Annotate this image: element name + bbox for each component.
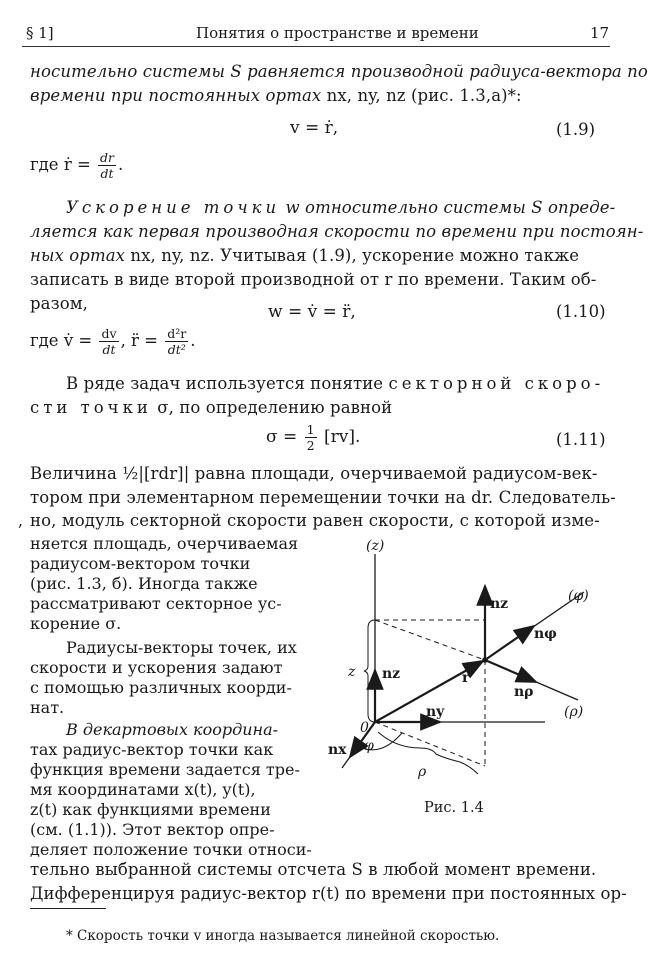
definition-r-dot [30,150,123,181]
text-line: (рис. 1.3, б). Иногда также [30,574,258,593]
equation-number: (1.11) [556,430,606,449]
text-line [30,246,579,265]
numerator: d²r [167,326,187,341]
text-line: деляет положение точки относи- [30,840,312,859]
definition-v-dot [30,326,196,357]
math-fragment: v̇ = [63,331,93,350]
denominator: dt [100,166,114,181]
label-n-z: nz [490,596,509,612]
dashed-line [375,722,485,766]
math-fragment: [rv]. [324,427,361,447]
footnote: * Скорость точки v иногда называется линейной скоростью. [66,928,500,944]
text-line: мя координатами x(t), y(t), [30,780,256,799]
label-z-axis: (z) [366,538,385,554]
numerator: dr [100,150,115,165]
running-title: Понятия о пространстве и времени [196,24,479,42]
math-fragment: , r̈ = [120,331,159,350]
text-line: Радиусы-векторы точек, их [66,638,297,657]
n-phi-vector [485,626,534,660]
page-number: 17 [590,24,610,42]
text-line: няется площадь, очерчиваемая [30,534,299,553]
text-fragment: где [30,331,59,350]
punctuation: . [190,331,196,350]
label-rho-axis: (ρ) [564,704,584,720]
label-n-rho: nρ [514,684,534,700]
label-phi-axis: (φ) [568,588,589,604]
text-fragment: времени при постоянных ортах [30,86,322,105]
text-fragment: ных ортах [30,246,126,265]
text-fragment: σ, по определению равной [157,398,393,417]
equation-number: (1.10) [556,302,606,321]
term-acceleration: Ускорение точки [66,198,281,217]
fraction [165,326,188,357]
header-rule [22,46,610,47]
text-line: ляется как первая производная скорости по времени при постоян- [30,222,644,241]
label-rho: ρ [418,764,427,780]
denominator: dt² [167,342,186,357]
label-origin: 0 [360,720,369,736]
text-line: корение σ. [30,614,122,633]
text-line [66,198,615,217]
text-line: записать в виде второй производной от r по времени. Таким об- [30,270,597,289]
z-bracket [364,620,375,722]
math-fragment: σ = [266,427,298,447]
label-z: z [348,664,356,680]
text-line: носительно системы S равняется производной радиуса-вектора по [30,62,648,81]
text-line [30,86,522,105]
text-line: но, модуль секторной скорости равен скорости, с которой изме- [30,511,600,530]
text-line: z(t) как функциями времени [30,800,271,819]
punctuation: . [118,155,124,174]
label-n-x: nx [328,742,347,758]
numerator: 1 [306,422,315,437]
label-n-z-origin: nz [382,666,401,682]
rho-bracket [378,732,478,774]
label-n-y: ny [426,704,445,720]
equation-1-11 [266,422,360,453]
footnote-rule [30,908,106,909]
text-line: скорости и ускорения задают [30,658,283,677]
text-line: нат. [30,698,65,717]
term-sector-velocity: сти точки [30,398,152,417]
figure-1-4 [300,536,620,798]
text-line: радиусом-вектором точки [30,554,251,573]
label-r: r [462,670,470,686]
section-number: § 1] [26,24,54,42]
text-line: В декартовых координа- [66,720,279,739]
text-line: рассматривают секторное ус- [30,594,282,613]
text-line: Величина ½|[rdr]| равна площади, очерчиваемой радиусом-век- [30,464,598,483]
margin-mark: , [18,511,24,530]
text-line [30,398,392,417]
numerator: dv [101,326,117,341]
n-rho-vector [485,660,536,682]
text-line: Дифференцируя радиус-вектор r(t) по времени при постоянных ор- [30,884,627,903]
text-line: тельно выбранной системы отсчета S в любой момент времени. [30,860,597,879]
text-line: (см. (1.1)). Этот вектор опре- [30,820,275,839]
point-marker [482,657,488,663]
dashed-line [375,620,485,660]
denominator: 2 [306,438,315,453]
denominator: dt [102,342,116,357]
text-fragment: nx, ny, nz. Учитывая (1.9), ускорение можно также [130,246,580,265]
text-line: тором при элементарном перемещении точки на dr. Следователь- [30,488,616,507]
equation-1-9: v = ṙ, [290,118,339,138]
term-sector-velocity: секторной скоро- [388,374,605,393]
fraction [99,326,118,357]
equation-number: (1.9) [556,120,596,139]
label-n-phi: nφ [534,626,557,642]
text-fragment: где [30,155,59,174]
fraction [305,422,317,453]
equation-1-10: w = v̇ = r̈, [268,302,356,322]
text-fragment: В ряде задач используется понятие [66,374,384,393]
fraction [98,150,116,181]
text-fragment: nx, ny, nz (рис. 1.3,а)*: [326,86,522,105]
math-fragment: ṙ = [63,155,91,174]
text-fragment: w относительно системы S опреде- [285,198,616,217]
text-line [66,374,604,393]
text-line: тах радиус-вектор точки как [30,740,274,759]
text-line: с помощью различных коорди- [30,678,292,697]
figure-caption: Рис. 1.4 [424,800,484,816]
text-line: функция времени задается тре- [30,760,300,779]
text-line: разом, [30,294,89,313]
label-phi: φ [364,738,374,754]
